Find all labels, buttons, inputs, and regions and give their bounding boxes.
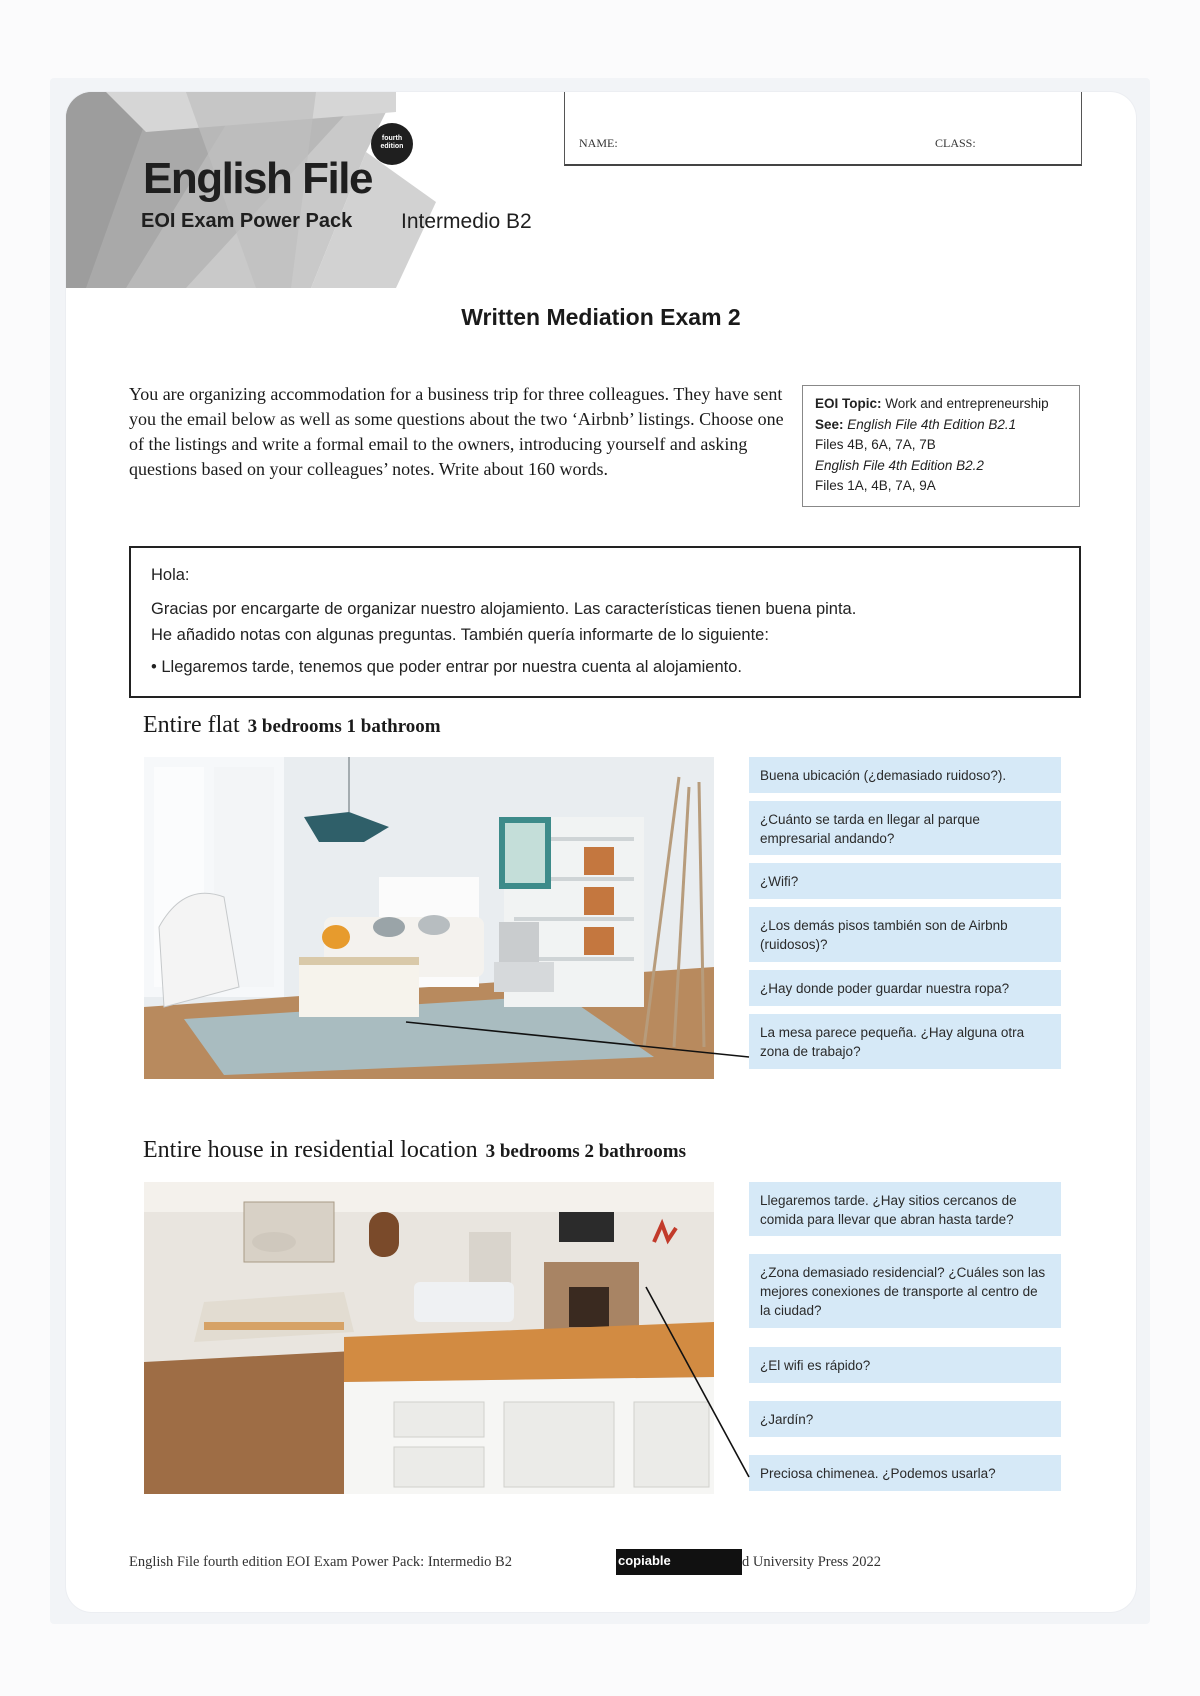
class-label: CLASS: xyxy=(935,136,976,150)
brand-subtitle: EOI Exam Power Pack xyxy=(141,210,353,232)
flat-note-2: ¿Cuánto se tarda en llegar al parque empresarial andando? xyxy=(749,801,1061,855)
house-note-1: Llegaremos tarde. ¿Hay sitios cercanos de comida para llevar que abran hasta tarde? xyxy=(749,1182,1061,1236)
flat-note-4: ¿Los demás pisos también son de Airbnb (ruidosos)? xyxy=(749,907,1061,962)
reference-2: English File 4th Edition B2.2 xyxy=(815,457,984,473)
name-class-box xyxy=(564,92,1082,166)
listing-1-details: 3 bedrooms 1 bathroom xyxy=(247,716,441,737)
house-note-4: ¿Jardín? xyxy=(749,1401,1061,1437)
flat-note-6: La mesa parece pequeña. ¿Hay alguna otra zona de trabajo? xyxy=(749,1014,1061,1069)
files-2: Files 1A, 4B, 7A, 9A xyxy=(815,478,936,493)
house-note-3: ¿El wifi es rápido? xyxy=(749,1347,1061,1383)
colleague-email-box xyxy=(129,546,1081,698)
name-label: NAME: xyxy=(579,136,618,150)
brand-title: English File xyxy=(143,154,372,203)
email-bullet: • Llegaremos tarde, tenemos que poder entrar por nuestra cuenta al alojamiento. xyxy=(151,658,742,676)
exam-page xyxy=(66,92,1136,1612)
house-note-5: Preciosa chimenea. ¿Podemos usarla? xyxy=(749,1455,1061,1491)
listing-2-title: Entire house in residential location xyxy=(143,1137,478,1163)
footer-source: English File fourth edition EOI Exam Power Pack: Intermedio B2 xyxy=(129,1554,512,1570)
flat-note-5: ¿Hay donde poder guardar nuestra ropa? xyxy=(749,970,1061,1006)
flat-note-3: ¿Wifi? xyxy=(749,863,1061,899)
email-line-1: Gracias por encargarte de organizar nuestro alojamiento. Las características tienen buena pinta. xyxy=(151,600,857,618)
page-title: Written Mediation Exam 2 xyxy=(461,304,741,330)
see-label: See: xyxy=(815,416,844,432)
listing-1-title: Entire flat xyxy=(143,712,240,738)
topic-value: Work and entrepreneurship xyxy=(885,396,1049,411)
house-kitchen-photo xyxy=(144,1182,714,1494)
listing-1-heading xyxy=(143,712,441,739)
footer-redacted-block: copiable xyxy=(616,1549,742,1575)
reference-1: English File 4th Edition B2.1 xyxy=(847,416,1017,432)
level-label: Intermedio B2 xyxy=(401,210,532,233)
listing-2-details: 3 bedrooms 2 bathrooms xyxy=(485,1141,686,1162)
topic-box xyxy=(802,385,1080,507)
email-greeting: Hola: xyxy=(151,566,190,584)
house-note-2: ¿Zona demasiado residencial? ¿Cuáles son las mejores conexiones de transporte al centro de la ciudad? xyxy=(749,1254,1061,1328)
email-line-2: He añadido notas con algunas preguntas. También quería informarte de lo siguiente: xyxy=(151,626,769,644)
flat-living-room-photo xyxy=(144,757,714,1079)
listing-2-heading xyxy=(143,1137,686,1164)
edition-badge: fourth edition xyxy=(371,123,413,165)
files-1: Files 4B, 6A, 7A, 7B xyxy=(815,437,936,452)
footer-copyright: d University Press 2022 xyxy=(742,1554,881,1570)
flat-note-1: Buena ubicación (¿demasiado ruidoso?). xyxy=(749,757,1061,793)
topic-label: EOI Topic: xyxy=(815,396,882,411)
instructions-text: You are organizing accommodation for a business trip for three colleagues. They have sent you the email below as well as some questions about the two ‘Airbnb’ listings. Choose one of the listings and write a formal email to the owners, introducing yourself and asking questions based on your colleagues’ notes. Write about 160 words. xyxy=(129,384,784,479)
